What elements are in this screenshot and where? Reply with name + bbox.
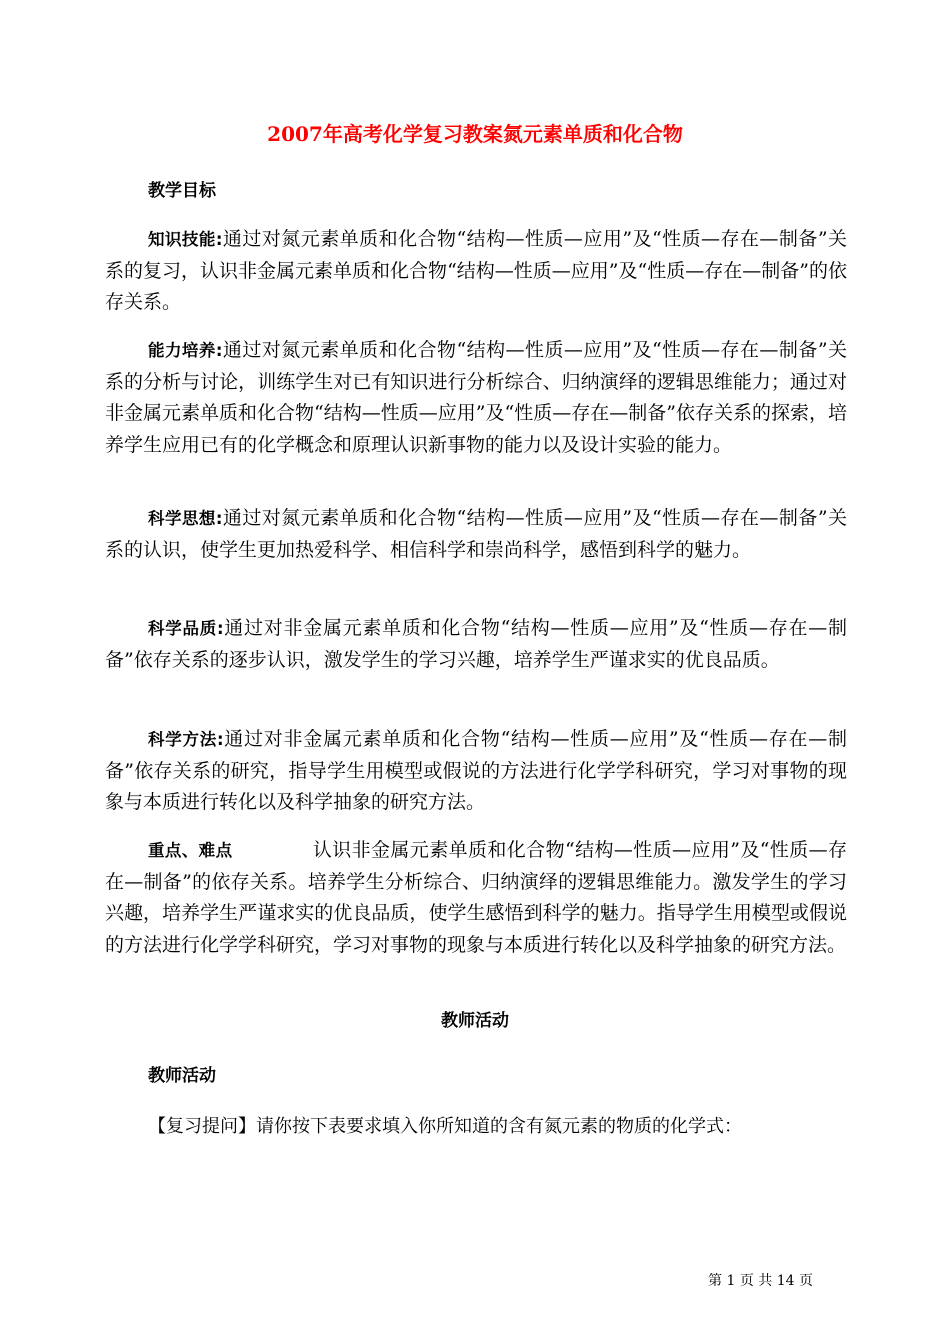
section-label: 知识技能:	[148, 230, 223, 249]
section-quality	[105, 613, 847, 676]
objectives-heading: 教学目标	[148, 181, 216, 201]
section-text: 认识非金属元素单质和化合物“结构—性质—应用”及“性质—存在—制备”的依存关系。培养学生分析综合、归纳演绎的逻辑思维能力。激发学生的学习兴趣，培养学生严谨求实的优良品质，使学生感悟到科学的魅力。指导学生用模型或假说的方法进行化学学科研究，学习对事物的现象与本质进行转化以及科学抽象的研究方法。	[105, 839, 847, 956]
section-label: 科学品质:	[148, 619, 224, 638]
section-thought	[105, 503, 847, 566]
teacher-activity-subheading: 教师活动	[148, 1066, 216, 1086]
section-text: 通过对氮元素单质和化合物“结构—性质—应用”及“性质—存在—制备”关系的分析与讨论，训练学生对已有知识进行分析综合、归纳演绎的逻辑思维能力；通过对非金属元素单质和化合物“结构—性质—应用”及“性质—存在—制备”依存关系的探索，培养学生应用已有的化学概念和原理认识新事物的能力以及设计实验的能力。	[105, 339, 847, 456]
section-method	[105, 724, 847, 819]
section-label: 科学思想:	[148, 509, 223, 528]
section-key-points	[105, 835, 847, 961]
page-footer: 第 1 页 共 14 页	[708, 1273, 813, 1289]
section-label: 重点、难点	[148, 841, 233, 860]
section-label: 能力培养:	[148, 341, 223, 360]
section-label: 科学方法:	[148, 730, 224, 749]
section-knowledge	[105, 224, 847, 319]
section-text: 通过对非金属元素单质和化合物“结构—性质—应用”及“性质—存在—制备”依存关系的研究，指导学生用模型或假说的方法进行化学学科研究，学习对事物的现象与本质进行转化以及科学抽象的研究方法。	[105, 728, 847, 813]
section-ability	[105, 335, 847, 461]
teacher-activity-heading: 教师活动	[441, 1011, 509, 1031]
section-text: 通过对氮元素单质和化合物“结构—性质—应用”及“性质—存在—制备”关系的认识，使学生更加热爱科学、相信科学和崇尚科学，感悟到科学的魅力。	[105, 507, 847, 561]
review-question: 【复习提问】请你按下表要求填入你所知道的含有氮元素的物质的化学式：	[148, 1116, 742, 1137]
document-title: 2007年高考化学复习教案氮元素单质和化合物	[267, 122, 683, 146]
section-text: 通过对非金属元素单质和化合物“结构—性质—应用”及“性质—存在—制备”依存关系的逐步认识，激发学生的学习兴趣，培养学生严谨求实的优良品质。	[105, 617, 847, 671]
section-text: 通过对氮元素单质和化合物“结构—性质—应用”及“性质—存在—制备”关系的复习，认识非金属元素单质和化合物“结构—性质—应用”及“性质—存在—制备”的依存关系。	[105, 228, 847, 313]
